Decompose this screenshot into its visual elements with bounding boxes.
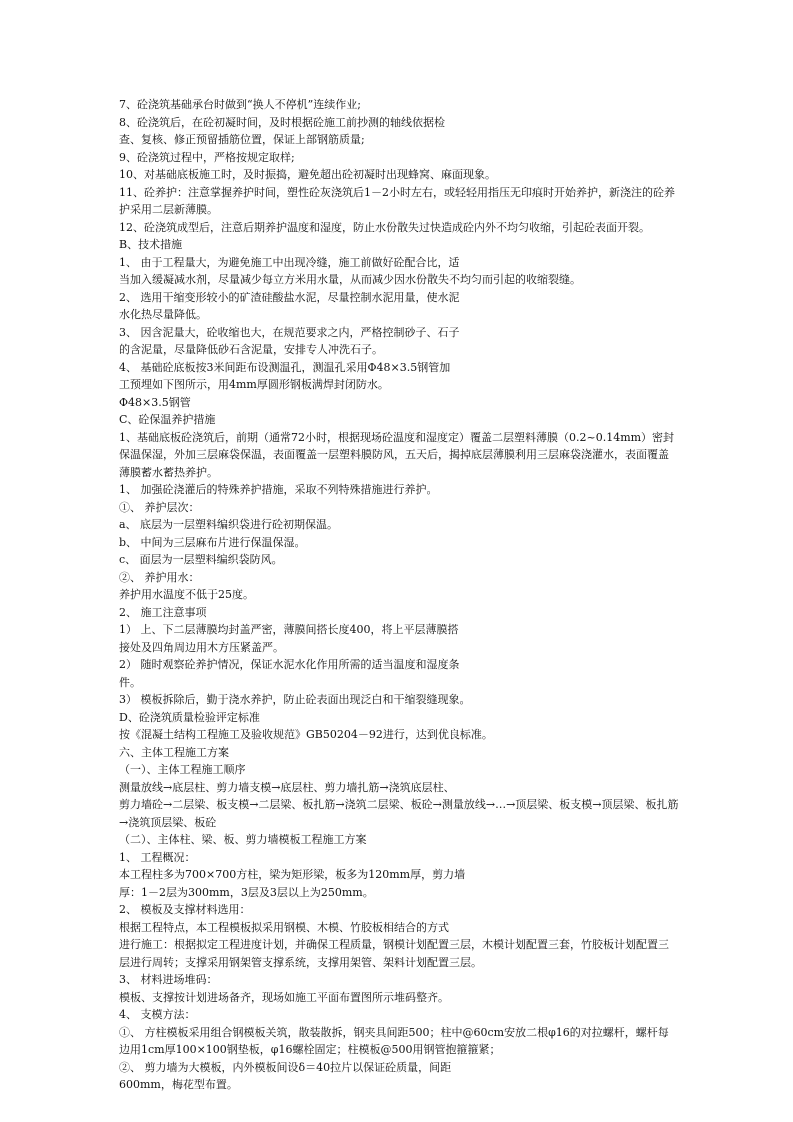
text-line: 600mm，梅花型布置。	[119, 1078, 238, 1091]
text-line: Φ48×3.5钢管	[119, 395, 191, 409]
text-line: 3、 材料进场堆码：	[119, 973, 218, 986]
text-line: 12、砼浇筑成型后，注意后期养护温度和湿度，防止水份散失过快造成砼内外不均匀收缩，引起砼表面开裂。	[119, 220, 650, 234]
text-line: ①、 方柱模板采用组合钢模板关筑，散装散拆，钢夹具间距500；柱中@60cm安放二根φ16的对拉螺杆，螺杆每边用1cm厚100×100钢垫板，φ16螺栓固定；柱模板@500用钢管抱箍箍紧；	[119, 1025, 669, 1056]
text-line: 1、 由于工程量大，为避免施工中出现冷缝，施工前做好砼配合比，适	[119, 255, 460, 269]
text-line: 接处及四角周边用木方压紧盖严。	[119, 640, 284, 654]
text-line: 1、基础底板砼浇筑后，前期（通常72小时，根据现场砼温度和湿度定）覆盖二层塑料薄膜（0.2~0.14mm）密封保温保湿，外加三层麻袋保温，表面覆盖一层塑料膜防风，五天后，揭掉底层薄膜利用三层麻袋浇灌水，表面覆盖薄膜蓄水蓄热养护。	[119, 430, 675, 479]
text-line: 1、 工程概况：	[119, 850, 196, 864]
text-line: 7、砼浇筑基础承台时做到“换人不停机”连续作业;	[119, 98, 361, 111]
section-heading: C、砼保温养护措施	[119, 413, 216, 426]
document-body	[119, 96, 679, 1094]
section-heading: D、砼浇筑质量检验评定标准	[119, 710, 260, 724]
text-line: 养护用水温度不低于25度。	[119, 588, 254, 601]
text-line: 按《混凝土结构工程施工及验收规范》GB50204－92进行，达到优良标准。	[119, 728, 493, 741]
text-line: 3、 因含泥量大，砼收缩也大，在规范要求之内，严格控制砂子、石子	[119, 325, 460, 339]
text-line: ②、 剪力墙为大模板，内外模板间设δ＝40拉片以保证砼质量，间距	[119, 1060, 452, 1074]
section-heading: B、技术措施	[119, 238, 183, 251]
text-line: 1） 上、下二层薄膜均封盖严密，薄膜间搭长度400，将上平层薄膜搭	[119, 623, 459, 636]
text-line: 剪力墙砼→二层梁、板支模→二层梁、板扎筋→浇筑二层梁、板砼→测量放线→…→顶层梁、板支模→顶层梁、板扎筋→浇筑顶层梁、板砼	[119, 798, 679, 829]
section-heading: 六、主体工程施工方案	[119, 745, 229, 759]
text-line: c、 面层为一层塑料编织袋防风。	[119, 553, 283, 566]
text-line: b、 中间为三层麻布片进行保温保湿。	[119, 535, 306, 549]
text-line: 8、砼浇筑后，在砼初凝时间，及时根据砼施工前抄测的轴线依据检	[119, 115, 445, 129]
text-line: 查、复核、修正预留插筋位置，保证上部钢筋质量;	[119, 133, 365, 146]
text-line: 件。	[119, 675, 141, 689]
text-line: 2、 选用干缩变形较小的矿渣硅酸盐水泥，尽量控制水泥用量，使水泥	[119, 290, 460, 304]
text-line: 3） 模板拆除后，勤于浇水养护，防止砼表面出现泛白和干缩裂缝现象。	[119, 693, 471, 706]
section-heading: （一）、主体工程施工顺序	[119, 763, 246, 776]
text-line: 10、对基础底板施工时，及时振捣，避免超出砼初凝时出现蜂窝、麻面现象。	[119, 168, 496, 181]
text-line: ①、 养护层次：	[119, 500, 200, 514]
text-line: 根据工程特点，本工程模板拟采用钢模、木模、竹胶板相结合的方式	[119, 920, 449, 934]
text-line: 工预埋如下图所示，用4mm厚圆形钢板满焊封闭防水。	[119, 378, 389, 391]
text-line: 水化热尽量降低。	[119, 308, 207, 321]
text-line: 11、砼养护：注意掌握养护时间，塑性砼灰浇筑后1－2小时左右，或轻轻用指压无印痕时开始养护，新浇注的砼养护采用二层新薄膜。	[119, 185, 675, 216]
text-line: 2、 模板及支撑材料选用：	[119, 903, 251, 916]
text-line: a、 底层为一层塑料编织袋进行砼初期保温。	[119, 518, 339, 531]
text-line: 本工程柱多为700×700方柱，梁为矩形梁，板多为120mm厚，剪力墙	[119, 868, 466, 881]
section-heading: （二）、主体柱、梁、板、剪力墙模板工程施工方案	[119, 833, 367, 846]
text-line: 进行施工：根据拟定工程进度计划，并确保工程质量，钢模计划配置三层，木模计划配置三套，竹胶板计划配置三层进行周转；支撑采用钢架管支撑系统，支撑用架管、架料计划配置三层。	[119, 938, 669, 969]
text-line: 4、 支模方法：	[119, 1008, 196, 1021]
text-line: 模板、支撑按计划进场备齐，现场如施工平面布置图所示堆码整齐。	[119, 990, 449, 1004]
text-line: 测量放线→底层柱、剪力墙支模→底层柱、剪力墙扎筋→浇筑底层柱、	[119, 780, 455, 794]
text-line: 2） 随时观察砼养护情况，保证水泥水化作用所需的适当温度和湿度条	[119, 658, 460, 671]
text-line: ②、 养护用水：	[119, 570, 200, 584]
text-line: 厚：1－2层为300mm，3层及3层以上为250mm。	[119, 885, 374, 899]
text-line: 2、 施工注意事项	[119, 605, 207, 619]
text-line: 的含泥量，尽量降低砂石含泥量，安排专人冲洗石子。	[119, 343, 383, 356]
text-line: 当加入缓凝减水剂，尽量减少每立方米用水量，从而减少因水份散失不均匀而引起的收缩裂缝。	[119, 273, 581, 286]
text-line: 4、 基础砼底板按3米间距布设测温孔，测温孔采用Φ48×3.5钢管加	[119, 360, 451, 374]
text-line: 1、 加强砼浇灌后的特殊养护措施，采取不列特殊措施进行养护。	[119, 483, 438, 496]
text-line: 9、砼浇筑过程中，严格按规定取样;	[119, 150, 295, 164]
